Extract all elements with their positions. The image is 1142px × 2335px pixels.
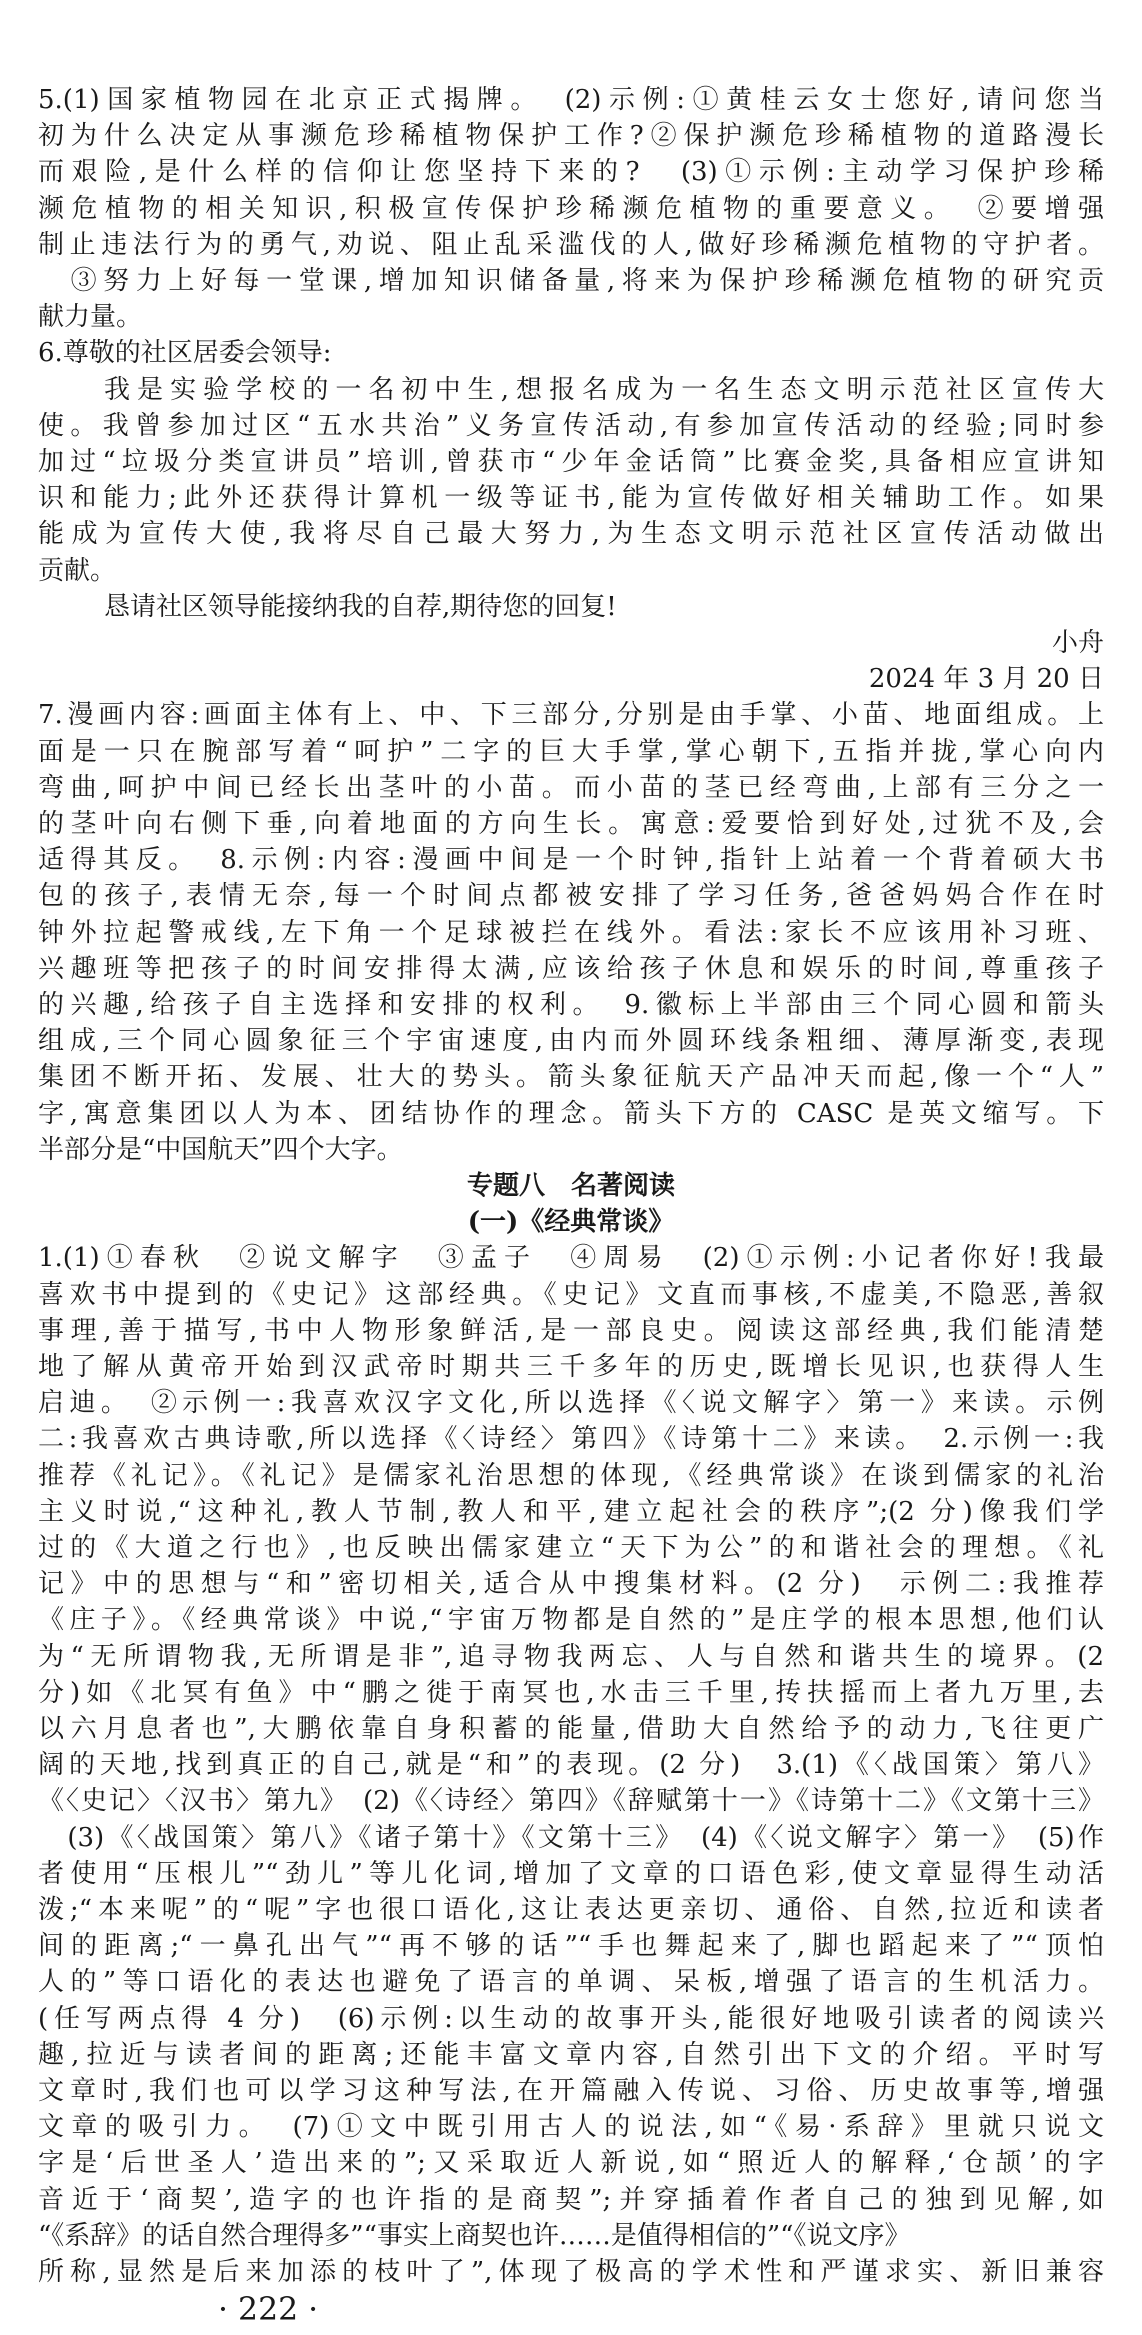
section-subheading: (一)《经典常谈》 <box>467 1207 675 1238</box>
letter-salutation: 6.尊敬的社区居委会领导: <box>38 338 332 369</box>
text-line: 半部分是“中国航天”四个大字。 <box>38 1134 403 1165</box>
text-line: “《系辞》的话自然合理得多”“事实上商契也许……是值得相信的”“《说文序》 <box>38 2220 911 2251</box>
text-line: 文章时,我们也可以学习这种写法,在开篇融入传说、习俗、历史故事等,增强 <box>38 2076 1104 2106</box>
text-line: 喜欢书中提到的《史记》这部经典。《史记》文直而事核,不虚美,不隐恶,善叙 <box>38 1279 1104 1310</box>
text-line: 字,寓意集团以人为本、团结协作的理念。箭头下方的 CASC 是英文缩写。下 <box>38 1098 1104 1129</box>
text-line: (3)《〈战国策〉第八》《诸子第十》《文第十三》 (4)《〈说文解字〉第一》 (5)作 <box>38 1822 1104 1853</box>
text-line: 地了解从黄帝开始到汉武帝时期共三千多年的历史,既增长见识,也获得人生 <box>38 1352 1104 1382</box>
text-line: 阔的天地,找到真正的自己,就是“和”的表现。(2 分) 3.(1)《〈战国策〉第八》 <box>38 1750 1104 1781</box>
text-line: 事理,善于描写,书中人物形象鲜活,是一部良史。阅读这部经典,我们能清楚 <box>38 1315 1104 1346</box>
page-number: · 222 · <box>218 2292 319 2328</box>
text-line: 以六月息者也”,大鹏依靠自身积蓄的能量,借助大自然给予的动力,飞往更广 <box>38 1714 1104 1744</box>
text-line: 间的距离;“一鼻孔出气”“再不够的话”“手也舞起来了,脚也蹈起来了”“顶怕 <box>38 1931 1104 1962</box>
text-line: 为“无所谓物我,无所谓是非”,追寻物我两忘、人与自然和谐共生的境界。(2 <box>38 1641 1104 1672</box>
text-line: 包的孩子,表情无奈,每一个时间点都被安排了学习任务,爸爸妈妈合作在时 <box>38 881 1104 912</box>
text-line: 贡献。 <box>38 555 117 586</box>
text-line: 文章的吸引力。 (7)①文中既引用古人的说法,如“《易·系辞》里就只说文 <box>38 2112 1104 2143</box>
text-line: 字是‘后世圣人’造出来的”;又采取近人新说,如“照近人的解释,‘仓颉’的字 <box>38 2148 1104 2179</box>
text-line: 1.(1)①春秋 ②说文解字 ③孟子 ④周易 (2)①示例:小记者你好!我最 <box>38 1243 1104 1274</box>
text-line: 7.漫画内容:画面主体有上、中、下三部分,分别是由手掌、小苗、地面组成。上 <box>38 700 1104 731</box>
text-line: 我是实验学校的一名初中生,想报名成为一名生态文明示范社区宣传大 <box>104 374 1104 405</box>
text-line: 《〈史记〉〈汉书〉第九》 (2)《〈诗经〉第四》《辞赋第十一》《诗第十二》《文第十三》 <box>38 1786 1104 1817</box>
text-line: 泼;“本来呢”的“呢”字也很口语化,这让表达更亲切、通俗、自然,拉近和读者 <box>38 1895 1104 1925</box>
text-line: 初为什么决定从事濒危珍稀植物保护工作?②保护濒危珍稀植物的道路漫长 <box>38 121 1104 152</box>
text-line: 启迪。 ②示例一:我喜欢汉字文化,所以选择《〈说文解字〉第一》来读。示例 <box>38 1388 1104 1419</box>
text-line: 能成为宣传大使,我将尽自己最大努力,为生态文明示范社区宣传活动做出 <box>38 519 1104 550</box>
text-line: 濒危植物的相关知识,积极宣传保护珍稀濒危植物的重要意义。 ②要增强 <box>38 193 1104 224</box>
letter-signature: 小舟 <box>1051 628 1104 658</box>
text-line: 二:我喜欢古典诗歌,所以选择《〈诗经〉第四》《诗第十二》来读。 2.示例一:我 <box>38 1424 1104 1455</box>
text-line: 分)如《北冥有鱼》中“鹏之徙于南冥也,水击三千里,抟扶摇而上者九万里,去 <box>38 1677 1104 1708</box>
text-line: 识和能力;此外还获得计算机一级等证书,能为宣传做好相关辅助工作。如果 <box>38 483 1104 514</box>
text-line: 趣,拉近与读者间的距离;还能丰富文章内容,自然引出下文的介绍。平时写 <box>38 2039 1104 2070</box>
text-line: 使。我曾参加过区“五水共治”义务宣传活动,有参加宣传活动的经验;同时参 <box>38 410 1104 441</box>
text-line: 弯曲,呵护中间已经长出茎叶的小苗。而小苗的茎已经弯曲,上部有三分之一 <box>38 772 1104 803</box>
letter-date: 2024 年 3 月 20 日 <box>868 664 1104 695</box>
text-line: 制止违法行为的勇气,劝说、阻止乱采滥伐的人,做好珍稀濒危植物的守护者。 <box>38 229 1104 260</box>
text-line: 推荐《礼记》。《礼记》是儒家礼治思想的体现,《经典常谈》在谈到儒家的礼治 <box>38 1460 1104 1491</box>
text-line: 《庄子》。《经典常谈》中说,“宇宙万物都是自然的”是庄学的根本思想,他们认 <box>38 1605 1104 1636</box>
text-line: 者使用“压根儿”“劲儿”等儿化词,增加了文章的口语色彩,使文章显得生动活 <box>38 1858 1104 1889</box>
text-line: 记》中的思想与“和”密切相关,适合从中搜集材料。(2 分) 示例二:我推荐 <box>38 1569 1104 1600</box>
section-heading: 专题八 名著阅读 <box>466 1171 675 1201</box>
text-line: 的茎叶向右侧下垂,向着地面的方向生长。寓意:爱要恰到好处,过犹不及,会 <box>38 809 1104 839</box>
text-line: 兴趣班等把孩子的时间安排得太满,应该给孩子休息和娱乐的时间,尊重孩子 <box>38 953 1104 984</box>
text-line: 主义时说,“这种礼,教人节制,教人和平,建立起社会的秩序”;(2 分)像我们学 <box>38 1496 1104 1527</box>
text-line: 的兴趣,给孩子自主选择和安排的权利。 9.徽标上半部由三个同心圆和箭头 <box>38 990 1104 1020</box>
text-line: 音近于‘商契’,造字的也许指的是商契”;并穿插着作者自己的独到见解,如 <box>38 2184 1104 2215</box>
text-line: 过的《大道之行也》,也反映出儒家建立“天下为公”的和谐社会的理想。《礼 <box>38 1533 1104 1563</box>
text-line: (任写两点得 4 分) (6)示例:以生动的故事开头,能很好地吸引读者的阅读兴 <box>38 2003 1104 2034</box>
text-line: 组成,三个同心圆象征三个宇宙速度,由内而外圆环线条粗细、薄厚渐变,表现 <box>38 1026 1104 1057</box>
text-line: 所称,显然是后来加添的枝叶了”,体现了极高的学术性和严谨求实、新旧兼容 <box>38 2257 1104 2287</box>
text-line: 面是一只在腕部写着“呵护”二字的巨大手掌,掌心朝下,五指并拢,掌心向内 <box>38 736 1104 767</box>
text-line: 人的”等口语化的表达也避免了语言的单调、呆板,增强了语言的生机活力。 <box>38 1967 1104 1998</box>
text-line: 加过“垃圾分类宣讲员”培训,曾获市“少年金话筒”比赛金奖,具备相应宣讲知 <box>38 447 1104 477</box>
text-line: ③努力上好每一堂课,增加知识储备量,将来为保护珍稀濒危植物的研究贡 <box>38 266 1104 296</box>
text-line: 适得其反。 8.示例:内容:漫画中间是一个时钟,指针上站着一个背着硕大书 <box>38 845 1104 876</box>
text-line: 恳请社区领导能接纳我的自荐,期待您的回复! <box>104 591 617 622</box>
text-line: 5.(1)国家植物园在北京正式揭牌。 (2)示例:①黄桂云女士您好,请问您当 <box>38 85 1104 115</box>
text-line: 集团不断开拓、发展、壮大的势头。箭头象征航天产品冲天而起,像一个“人” <box>38 1062 1104 1093</box>
text-line: 钟外拉起警戒线,左下角一个足球被拦在线外。看法:家长不应该用补习班、 <box>38 917 1104 948</box>
text-line: 献力量。 <box>38 302 143 333</box>
text-line: 而艰险,是什么样的信仰让您坚持下来的? (3)①示例:主动学习保护珍稀 <box>38 157 1104 188</box>
